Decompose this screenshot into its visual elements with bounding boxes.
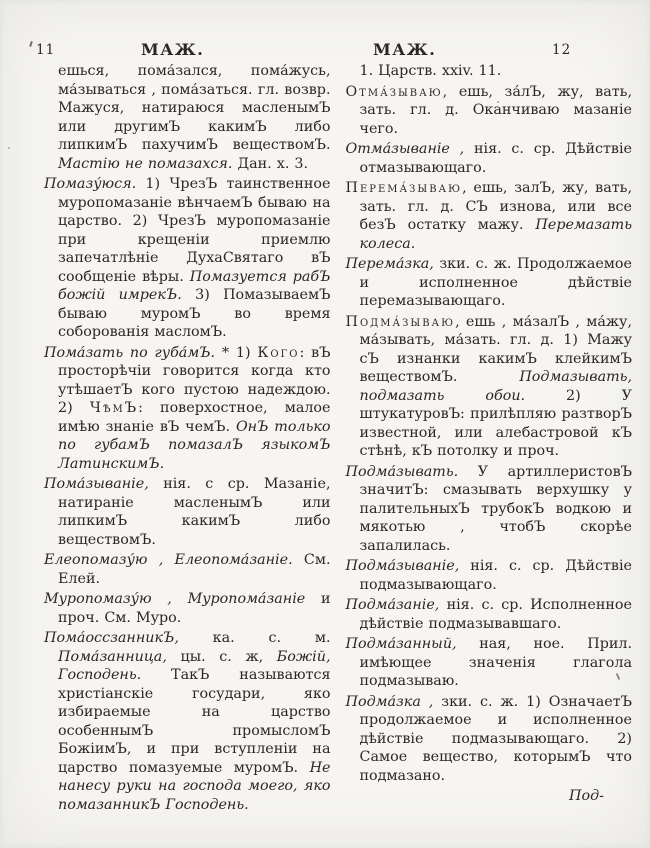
page-number-left: 11 [36, 42, 56, 58]
text-run: , ешь , ма́залЪ , ма́жу, ма́зывать, ма́зать. гл. д. 1) Мажу сЪ изнанки какимЪ клейкимЪ веществомЪ. [359, 313, 632, 385]
dictionary-entry [346, 693, 633, 786]
italic-run: Пома́зать по губа́мЪ. [44, 344, 216, 361]
text-run: зки. с. ж. Продолжаемое и исполненное дѣйствіе перемазывающаго. [359, 256, 632, 309]
italic-run: Помазу́юся. [44, 176, 137, 192]
dictionary-entry [346, 83, 633, 139]
italic-run: Подма́зывать. [345, 463, 459, 480]
italic-run: Отма́зываніе , [345, 141, 465, 157]
left-column [44, 62, 331, 816]
text-run: нія. с. ср. Дѣйствіе подмазывающаго. [359, 558, 632, 593]
dictionary-entry [44, 475, 331, 549]
text-columns [44, 62, 632, 816]
right-column [346, 62, 633, 816]
text-run: : вЪ просторѣчіи говорится когда кто утѣшаетЪ кого пустою надеждою. 2) [58, 344, 331, 416]
dictionary-entry [346, 255, 633, 311]
text-run: , ешь, залЪ, жу, вать, зать. гл. д. СЪ изнова, или все безЪ остатку мажу. [359, 180, 632, 233]
running-header [0, 40, 650, 62]
left-column-entries [44, 62, 331, 814]
dictionary-entry [346, 140, 633, 177]
text-run: 3) ПомазываемЪ бываю муромЪ во время соборованія масломЪ. [58, 287, 331, 340]
text-run: : поверхостное, малое имѣю знаніе вЪ чемЪ. [58, 400, 331, 435]
dictionary-entry [44, 62, 331, 173]
italic-run: Мастію не помазахся. [58, 155, 233, 172]
italic-run: Подмазывать, подмазать обои. [359, 369, 632, 404]
dictionary-entry [44, 344, 331, 474]
text-run: Дан. х. 3. [232, 155, 309, 172]
running-title-left: МАЖ. [141, 40, 205, 59]
dictionary-entry [346, 635, 633, 691]
text-run: ная, ное. Прил. имѣющее значенія глагола подмазываю. [359, 636, 632, 689]
spaced-headword: Отма́зываю [345, 83, 443, 100]
text-run: и проч. См. Муро. [58, 591, 331, 626]
text-run: нія. с. ср. Исполненное дѣйствіе подмазывавшаго. [359, 597, 632, 632]
spaced-headword: ЧѣмЪ [89, 400, 139, 416]
italic-run: Помазуется рабЪ божій имрекЪ. [58, 268, 331, 303]
right-column-entries [346, 62, 633, 785]
italic-run: Пома́занница, [58, 648, 167, 665]
dictionary-entry [346, 179, 633, 253]
dictionary-entry [346, 596, 633, 633]
text-run: зки. с. ж. 1) ОзначаетЪ продолжаемое и исполненное дѣйствіе подмазывающаго. 2) Самое вещество, которымЪ что подмазано. [359, 693, 633, 784]
text-run: нія. с. ср. Дѣйствіе отмазывающаго. [359, 141, 633, 176]
italic-run: Муропомазу́ю , Муропома́заніе [44, 591, 306, 607]
spaced-headword: Подма́зываю [345, 313, 456, 330]
text-run: У артиллеристовЪ значитЪ: смазывать верхушку у палительныхЪ трубокЪ водкою и мякотью , чтобЪ скорѣе запалилась. [359, 463, 632, 554]
italic-run: Подма́зка , [345, 693, 434, 710]
text-run: ка. с. м. [178, 630, 331, 646]
italic-run: Перемазать колеса. [359, 217, 632, 252]
text-run: * 1) [215, 344, 258, 361]
running-title-right: МАЖ. [373, 40, 437, 59]
text-run: , ешь, за́лЪ, жу, вать, зать. гл. д. Оканчиваю мазаніе чего. [359, 83, 632, 137]
dictionary-entry [44, 629, 331, 814]
italic-run: Перема́зка, [345, 256, 434, 272]
scan-artifact [8, 147, 10, 149]
text-run: цы. с. ж, [166, 648, 277, 665]
page-number-right: 12 [552, 42, 572, 58]
dictionary-entry [44, 590, 331, 627]
italic-run: Подма́зываніе, [345, 558, 460, 574]
dictionary-entry [346, 557, 633, 594]
dictionary-entry [346, 62, 633, 81]
text-run: 1) ЧрезЪ таинственное муропомазаніе вѣнчаемЪ бываю на царство. 2) ЧрезЪ муропомазаніе при крещеніи приемлю запечатлѣніе ДухаСвятаго вЪ сообщеніе вѣры. [58, 176, 331, 285]
italic-run: Елеопомазу́ю , Елеопома́заніе. [44, 552, 293, 568]
italic-run: Пома́occзанникЪ, [44, 630, 179, 646]
spaced-headword: Перема́зываю [345, 180, 463, 196]
italic-run: Подма́занный, [345, 636, 457, 652]
italic-run: Не нанесу руки на господа моего, яко помазанникЪ Господень. [58, 759, 331, 813]
text-run: См. Елей. [58, 552, 331, 587]
dictionary-entry [44, 175, 331, 342]
catchword: Под- [569, 788, 604, 804]
italic-run: Божій, Господень. [58, 648, 331, 683]
dictionary-entry [346, 313, 633, 461]
spaced-headword: Кого [257, 344, 300, 361]
italic-run: Подма́заніе, [345, 597, 440, 613]
text-run: ТакЪ называются христіанскіе государи, яко избираемые на царство особеннымЪ промысломЪ БожіимЪ, и при вступленіи на царство помазуемые муромЪ. [58, 667, 331, 776]
dictionary-entry [44, 551, 331, 588]
dictionary-entry [346, 463, 633, 556]
italic-run: Пома́зываніе, [44, 476, 149, 492]
text-run: нія. с ср. Мазаніе, натираніе масленымЪ или липкимЪ какимЪ либо веществомЪ. [58, 476, 331, 548]
text-run: 2) У штукатуровЪ: прилѣпляю разтворЪ известной, или алебастровой кЪ стѣнѣ, кЪ потолку и проч. [359, 387, 632, 459]
text-run: ешься, пома́зался, пома́жусь, ма́зываться , пома́заться. гл. возвр. Мажуся, натираюся масленымЪ или другимЪ какимЪ либо липкимЪ пахучимЪ веществомЪ. [58, 63, 331, 153]
italic-run: ОнЪ только по губамЪ помазалЪ языкомЪ ЛатинскимЪ. [58, 418, 331, 472]
text-run: 1. Царств. xxiv. 11. [359, 63, 502, 79]
